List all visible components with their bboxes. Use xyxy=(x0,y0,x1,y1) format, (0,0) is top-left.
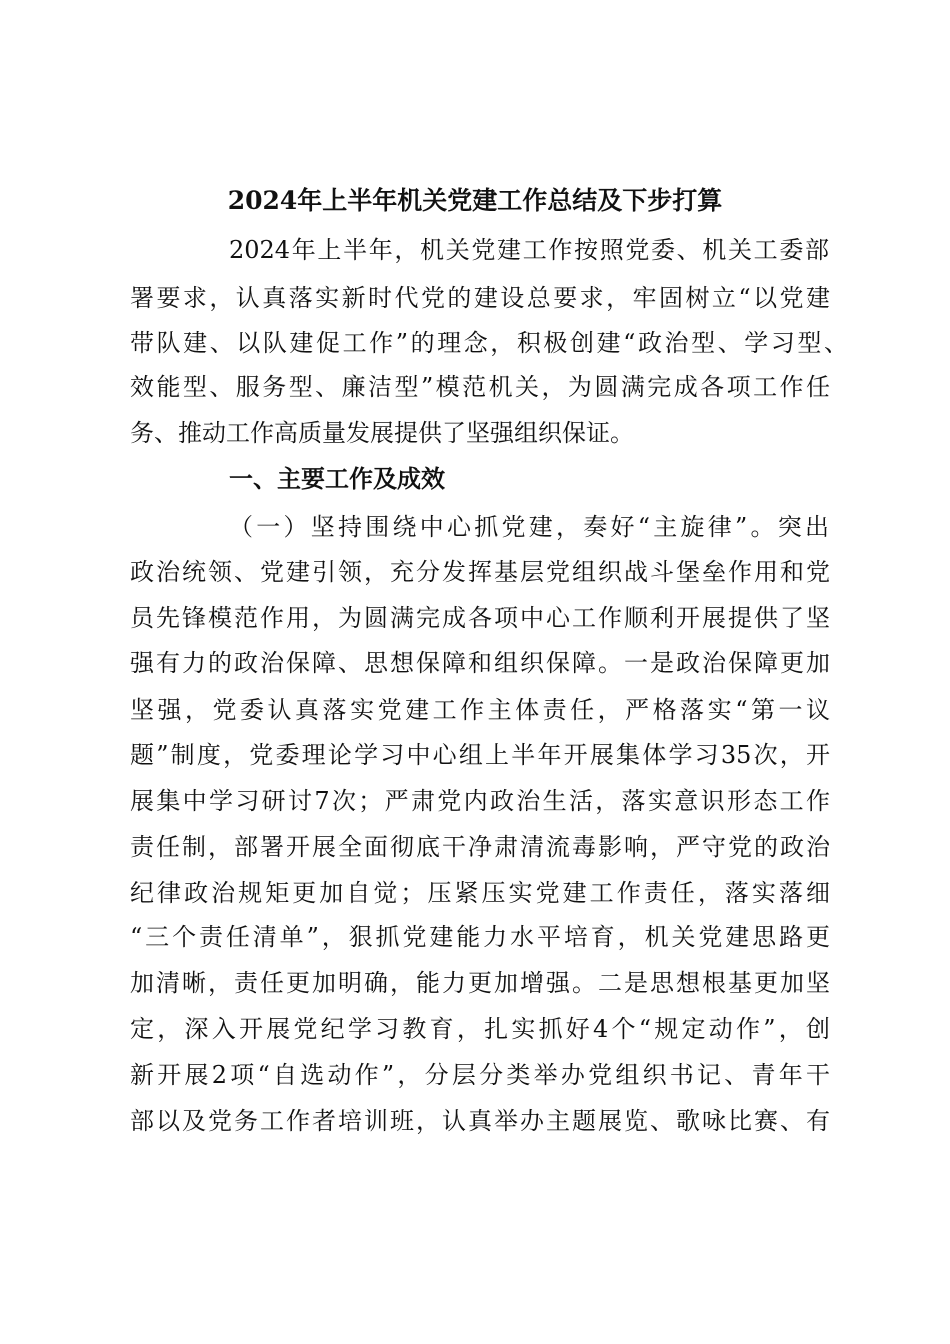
line-text: 加清晰，责任更加明确，能力更加增强。二是思想根基更加坚 xyxy=(130,969,830,997)
line-text: 强有力的政治保障、思想保障和组织保障。一是政治保障更加 xyxy=(130,649,830,677)
line-text: 新开展2项“自选动作”，分层分类举办党组织书记、青年干 xyxy=(130,1061,830,1089)
line-text: 务、推动工作高质量发展提供了坚强组织保证。 xyxy=(130,419,634,447)
document-title: 2024年上半年机关党建工作总结及下步打算 xyxy=(227,186,723,215)
line-text: 定，深入开展党纪学习教育，扎实抓好4个“规定动作”，创 xyxy=(130,1015,830,1043)
line-text: 效能型、服务型、廉洁型”模范机关，为圆满完成各项工作任 xyxy=(130,373,830,401)
line-text: 2024年上半年，机关党建工作按照党委、机关工委部 xyxy=(229,236,829,264)
line-text: 政治统领、党建引领，充分发挥基层党组织战斗堡垒作用和党 xyxy=(130,558,830,586)
line-text: 部以及党务工作者培训班，认真举办主题展览、歌咏比赛、有 xyxy=(130,1107,830,1135)
line-text: 责任制，部署开展全面彻底干净肃清流毒影响，严守党的政治 xyxy=(130,833,830,861)
line-text: 员先锋模范作用，为圆满完成各项中心工作顺利开展提供了坚 xyxy=(130,604,830,632)
line-text: 署要求，认真落实新时代党的建设总要求，牢固树立“以党建 xyxy=(130,284,830,312)
section-heading-text: 一、主要工作及成效 xyxy=(229,465,445,493)
line-text: 展集中学习研讨7次；严肃党内政治生活，落实意识形态工作 xyxy=(130,787,830,815)
line-text: （一）坚持围绕中心抓党建，奏好“主旋律”。突出 xyxy=(229,513,829,541)
line-text: “三个责任清单”，狠抓党建能力水平培育，机关党建思路更 xyxy=(130,923,830,951)
line-text: 纪律政治规矩更加自觉；压紧压实党建工作责任，落实落细 xyxy=(130,879,830,907)
line-text: 坚强，党委认真落实党建工作主体责任，严格落实“第一议 xyxy=(130,696,830,724)
line-text: 带队建、以队建促工作”的理念，积极创建“政治型、学习型、 xyxy=(130,329,848,357)
line-text: 题”制度，党委理论学习中心组上半年开展集体学习35次，开 xyxy=(130,741,830,769)
